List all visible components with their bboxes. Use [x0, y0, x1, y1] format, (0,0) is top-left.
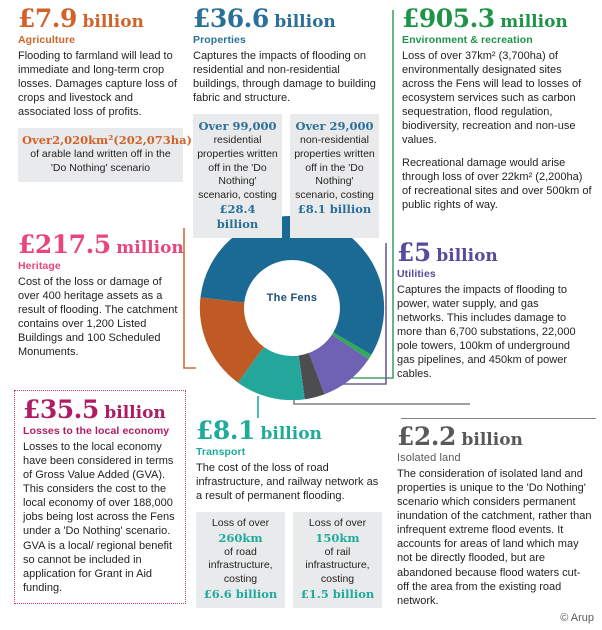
properties-stat-nonresidential-text: non-residential properties written off in the 'Do Nothing' scenario, costing — [294, 134, 375, 201]
properties-amount-unit: billion — [274, 12, 336, 32]
agriculture-body: Flooding to farmland will lead to immediate and long-term crop losses. Damages capture loss of crops and livestock and associated loss of profits. — [18, 50, 177, 119]
isolated-land-label: Isolated land — [397, 452, 461, 464]
credit-arup: © Arup — [560, 612, 594, 624]
local-economy-amount — [23, 397, 177, 422]
transport-amount — [196, 418, 382, 443]
environment-amount — [402, 6, 594, 31]
local-economy-body: Losses to the local economy have been considered in terms of Gross Value Added (GVA). This considers the cost to the local economy of over 188,000 jobs being lost across the Fens under a 'Do Nothing' scenario. GVA is a local/ regional benefit so cannot be included in application for Grant in Aid funding. — [23, 441, 175, 594]
agriculture-amount-value: £7.9 — [18, 4, 77, 33]
properties-statbox-residential — [193, 114, 282, 238]
environment-body-1: Loss of over 37km² (3,700ha) of environmentally designated sites across the Fens will lead to losses of ecosystem services such as carbon sequestration, flood regulation, biodiversity, recreation and non-use values. — [402, 50, 582, 147]
isolated-land-body: The consideration of isolated land and properties is unique to the 'Do Nothing' scenario which considers permanent inundation of the catchment, rather than infrequent extreme flood events. It accounts for areas of land which may not be directly flooded, but are abandoned because flood waters cut-off the area from the existing road network. — [397, 468, 592, 607]
panel-agriculture — [18, 4, 192, 182]
properties-amount — [193, 6, 379, 31]
environment-amount-value: £905.3 — [402, 4, 495, 33]
transport-stat-rail-cost: £1.5 billion — [300, 586, 375, 601]
donut-chart — [196, 212, 388, 404]
environment-amount-unit: million — [500, 12, 568, 32]
properties-stat-residential-text: residential properties written off in the 'Do Nothing' scenario, costing — [197, 134, 278, 201]
panel-properties — [193, 6, 379, 238]
transport-label: Transport — [196, 446, 246, 458]
divider-right-top — [401, 418, 596, 419]
transport-stat-road-top: Loss of over — [211, 517, 270, 530]
local-economy-label: Losses to the local economy — [23, 425, 170, 437]
properties-stat-nonresidential-bottom: £8.1 billion — [297, 202, 372, 217]
utilities-amount-value: £5 — [397, 238, 431, 267]
agriculture-stat-highlight: Over2,020km²(202,073ha) — [22, 133, 192, 148]
heritage-amount-value: £217.5 — [18, 230, 111, 259]
transport-body: The cost of the loss of road infrastructure, and railway network as a result of permanent flooding. — [196, 462, 379, 503]
agriculture-statbox — [18, 128, 192, 181]
properties-body: Captures the impacts of flooding on residential and non-residential buildings, through damage to building fabric and structure. — [193, 50, 376, 105]
transport-stat-rail-distance: 150km — [315, 530, 360, 545]
properties-stat-residential-bottom: £28.4 billion — [216, 202, 259, 232]
agriculture-amount-unit: billion — [82, 12, 144, 32]
donut-center-label: The Fens — [266, 292, 318, 304]
isolated-land-amount — [397, 424, 592, 449]
heritage-body: Cost of the loss or damage of over 400 heritage assets as a result of flooding. The catchment contains over 1,200 Listed Buildings and 100 Scheduled Monuments. — [18, 276, 178, 359]
panel-transport — [196, 418, 382, 608]
transport-amount-unit: billion — [260, 424, 322, 444]
transport-amount-value: £8.1 — [196, 416, 255, 445]
transport-stat-road-cost: £6.6 billion — [203, 586, 278, 601]
isolated-land-amount-unit: billion — [461, 430, 523, 450]
transport-statbox-road — [196, 512, 285, 607]
properties-stat-residential-top: Over 99,000 — [198, 119, 277, 134]
environment-label: Environment & recreation — [402, 34, 533, 46]
agriculture-amount — [18, 6, 183, 31]
heritage-label: Heritage — [18, 260, 61, 272]
heritage-amount — [18, 232, 183, 257]
properties-statbox-nonresidential — [290, 114, 379, 238]
utilities-body: Captures the impacts of flooding to power, water supply, and gas networks. This includes damage to more than 6,700 substations, 22,000 pole towers, 100km of underground gas pipelines, and 450km of power cables. — [397, 284, 576, 381]
panel-environment — [402, 6, 594, 212]
properties-stat-nonresidential-top: Over 29,000 — [295, 119, 374, 134]
heritage-amount-unit: million — [116, 238, 184, 258]
panel-heritage — [18, 232, 183, 359]
panel-local-economy — [14, 390, 186, 604]
agriculture-label: Agriculture — [18, 34, 76, 46]
transport-stat-rail-top: Loss of over — [308, 517, 367, 530]
environment-body-2: Recreational damage would arise through loss of over 22km² (2,200ha) of recreational sites and over 500km of public rights of way. — [402, 156, 592, 211]
panel-utilities — [397, 240, 587, 382]
panel-isolated-land — [397, 424, 592, 608]
properties-label: Properties — [193, 34, 246, 46]
transport-stat-road-distance: 260km — [218, 530, 263, 545]
utilities-amount — [397, 240, 587, 265]
isolated-land-amount-value: £2.2 — [397, 422, 456, 451]
utilities-amount-unit: billion — [436, 246, 498, 266]
transport-stat-road-text: of road infrastructure, costing — [208, 545, 273, 586]
transport-stat-rail-text: of rail infrastructure, costing — [305, 545, 370, 586]
local-economy-amount-unit: billion — [104, 403, 166, 423]
utilities-label: Utilities — [397, 268, 436, 280]
local-economy-amount-value: £35.5 — [23, 395, 99, 424]
agriculture-stat-text: of arable land written off in the 'Do Nothing' scenario — [30, 148, 171, 174]
transport-statbox-rail — [293, 512, 382, 607]
properties-amount-value: £36.6 — [193, 4, 269, 33]
